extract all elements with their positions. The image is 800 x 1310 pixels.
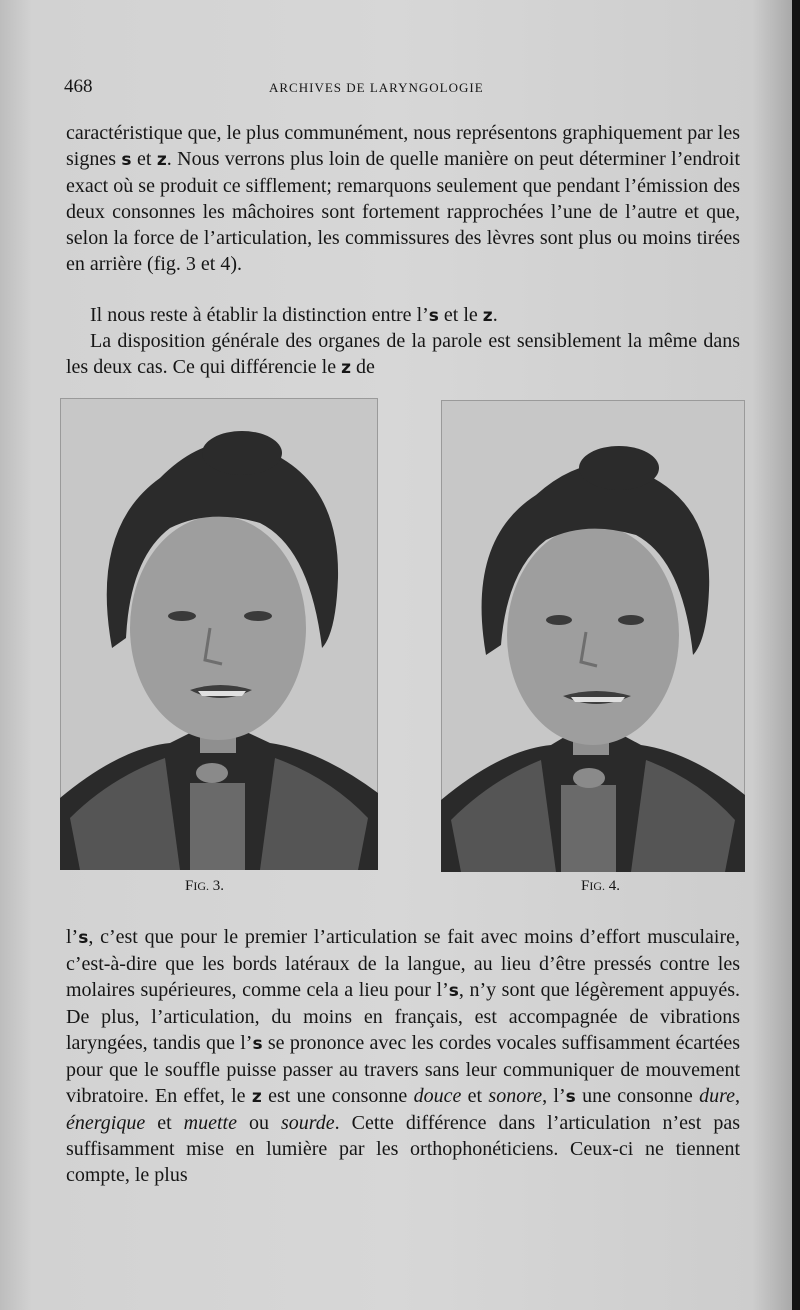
text-run: de <box>350 356 375 378</box>
figure-4-caption <box>581 878 620 895</box>
text-run: dure <box>699 1085 736 1107</box>
figure-4-label: FIG. <box>581 878 606 894</box>
text-run: se prononce avec les cordes vocales suffisamment écartées pour que le souffle puisse passer au travers sans leur communiquer de mouvement vibratoire. En effet, le <box>66 1032 741 1107</box>
text-run: z <box>482 306 493 326</box>
text-run: sourde <box>280 1112 335 1134</box>
text-run: ou <box>236 1112 281 1134</box>
text-run: , <box>735 1085 741 1107</box>
text-run: et le <box>438 304 483 326</box>
paragraph-bottom <box>66 924 740 1188</box>
text-run: z <box>251 1087 262 1107</box>
page-number: 468 <box>64 76 93 97</box>
text-run: une consonne <box>575 1085 700 1107</box>
text-run: et <box>145 1112 184 1134</box>
text-run: s <box>448 981 459 1001</box>
paragraph-top <box>66 120 740 277</box>
figure-3-caption <box>185 878 224 895</box>
text-run: . Nous verrons plus loin de quelle manière on peut déterminer l’endroit exact où se produit ce sifflement; remarquons seulement que pendant l’émission des deux consonnes les mâchoires sont fortement rapprochées l’une de l’autre et que, selon la force de l’articulation, les commissures des lèvres sont plus ou moins tirées en arrière (fig. 3 et 4). <box>66 148 741 275</box>
paragraph-disposition-text <box>66 330 740 378</box>
text-run: s <box>565 1087 576 1107</box>
text-run: La disposition générale des organes de la parole est sensiblement la même dans les deux cas. Ce qui différencie le <box>66 330 740 378</box>
text-run: l’ <box>66 926 79 948</box>
text-run: , l’ <box>542 1085 566 1107</box>
text-run: z <box>156 150 167 170</box>
figure-4-photo <box>441 400 745 872</box>
text-run: s <box>121 150 132 170</box>
figure-3-number: 3. <box>209 878 225 894</box>
text-run: , n’y sont que légèrement appuyés. De plus, l’articulation, du moins en français, est accompagnée de vibrations laryngées, tandis que l’ <box>66 979 740 1054</box>
text-run: , c’est que pour le premier l’articulation se fait avec moins d’effort musculaire, c’est-à-dire que les bords latéraux de la langue, au lieu d’être pressés contre les molaires supérieures, comme cela a lieu pour l’ <box>66 926 740 1001</box>
text-run: . <box>492 304 498 326</box>
text-run: z <box>341 358 351 378</box>
page-header <box>64 76 744 100</box>
text-run: douce <box>413 1085 462 1107</box>
text-run: est une consonne <box>261 1085 414 1107</box>
paragraph-distinction <box>66 302 740 329</box>
text-run: muette <box>183 1112 237 1134</box>
paragraph-disposition <box>66 328 740 381</box>
figure-3-photo <box>60 398 378 870</box>
text-run: . Cette différence dans l’articulation n’est pas suffisamment mise en lumière par les orthophonéticiens. Ceux-ci ne tiennent compte, le plus <box>66 1112 740 1186</box>
figure-3-label: FIG. <box>185 878 210 894</box>
text-run: énergique <box>66 1112 146 1134</box>
text-run: caractéristique que, le plus communément, nous représentons graphiquement par les signes <box>66 122 740 170</box>
text-run: s <box>428 306 439 326</box>
text-run: sonore <box>488 1085 543 1107</box>
paragraph-distinction-text <box>90 304 498 326</box>
text-run: et <box>131 148 157 170</box>
page-edge-shadow <box>792 0 800 1310</box>
text-run: s <box>252 1034 263 1054</box>
text-run: et <box>461 1085 489 1107</box>
text-run: Il nous reste à établir la distinction entre l’ <box>90 304 429 326</box>
figure-4-number: 4. <box>605 878 621 894</box>
text-run: s <box>78 928 89 948</box>
running-title: ARCHIVES DE LARYNGOLOGIE <box>269 80 484 95</box>
